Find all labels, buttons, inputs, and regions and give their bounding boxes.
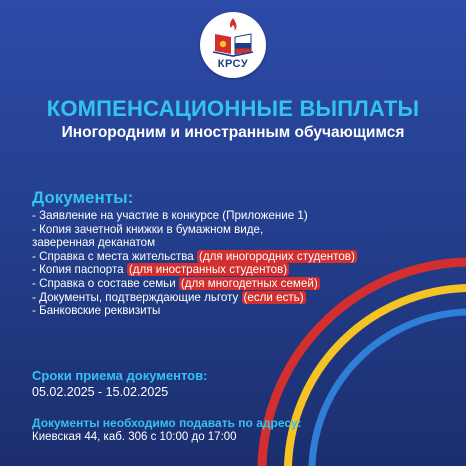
list-item [32,250,432,264]
deadline-dates: 05.02.2025 - 15.02.2025 [32,385,169,399]
arc-blue [312,312,466,466]
documents-heading: Документы: [32,188,134,207]
documents-list [32,209,432,318]
item-note-badge: (для многодетных семей) [180,276,318,290]
page-title: КОМПЕНСАЦИОННЫЕ ВЫПЛАТЫ [46,96,420,121]
item-text: заверенная деканатом [32,236,156,250]
list-item [32,304,432,318]
item-text: - Документы, подтверждающие льготу [32,290,242,304]
deadline-heading: Сроки приема документов: [32,368,208,383]
university-logo [200,12,266,78]
item-text: - Справка с места жительства [32,249,197,263]
list-item [32,236,432,250]
logo-text: КРСУ [217,58,249,70]
item-note-badge: (если есть) [243,290,304,304]
list-item [32,291,432,305]
item-text: - Банковские реквизиты [32,304,161,318]
address-heading: Документы необходимо подавать по адресу: [32,416,302,430]
list-item [32,263,432,277]
address-value: Киевская 44, каб. 306 с 10:00 до 17:00 [32,431,237,443]
item-note-badge: (для иногородних студентов) [198,249,355,263]
list-item [32,277,432,291]
item-text: - Копия зачетной книжки в бумажном виде, [32,222,264,236]
item-text: - Справка о составе семьи [32,276,179,290]
page-subtitle: Иногородним и иностранным обучающимся [61,124,405,141]
list-item [32,223,432,237]
item-text: - Заявление на участие в конкурсе (Приложение 1) [32,209,308,222]
item-text: - Копия паспорта [32,263,127,277]
list-item [32,209,432,223]
item-note-badge: (для иностранных студентов) [128,263,288,277]
